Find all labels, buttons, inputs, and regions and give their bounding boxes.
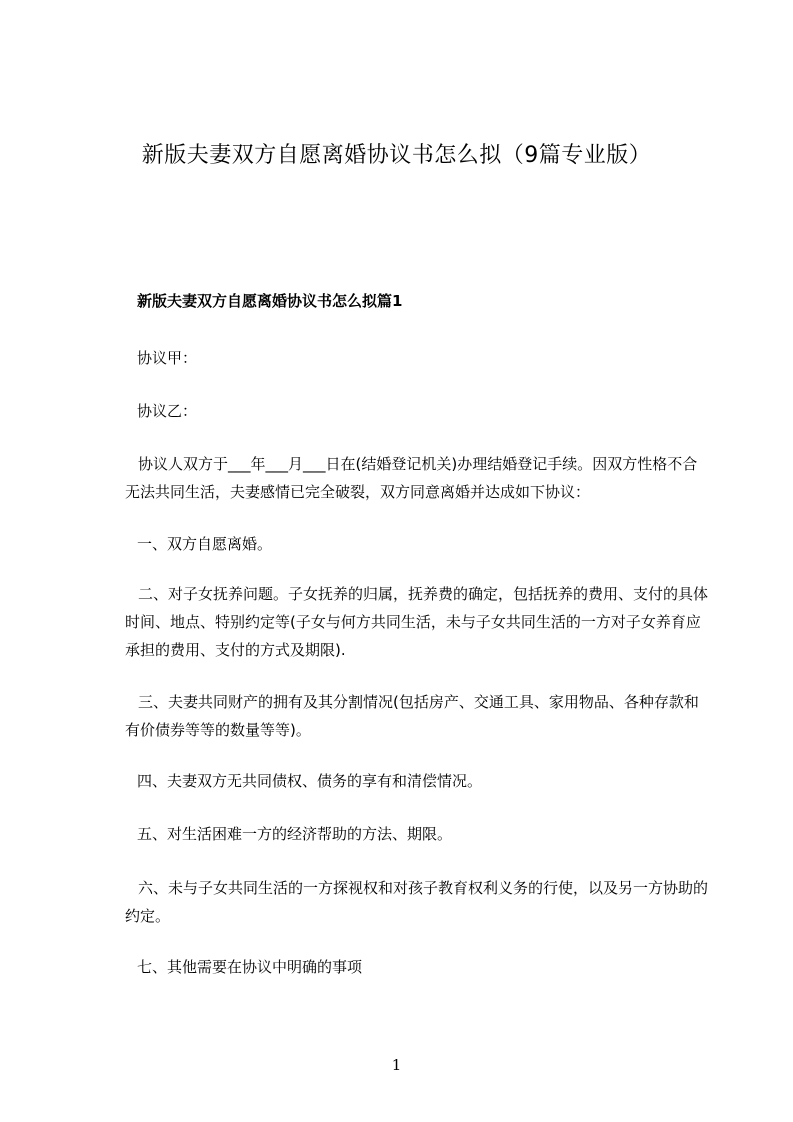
clause-4: 四、夫妻双方无共同债权、债务的享有和清偿情况。: [137, 772, 483, 790]
agreement-intro-paragraph: 协议人双方于___年___月___日在(结婚登记机关)办理结婚登记手续。因双方性格不合无法共同生活，夫妻感情已完全破裂，双方同意离婚并达成如下协议：: [125, 455, 698, 501]
clause-2: 二、对子女抚养问题。子女抚养的归属，抚养费的确定，包括抚养的费用、支付的具体时间、地点、特别约定等(子女与何方共同生活，未与子女共同生活的一方对子女养育应承担的费用、支付的方式及期限).: [125, 585, 709, 659]
clause-7: 七、其他需要在协议中明确的事项: [137, 958, 363, 976]
document-title: 新版夫妻双方自愿离婚协议书怎么拟（9篇专业版）: [141, 143, 652, 168]
party-a-line: 协议甲：: [137, 349, 198, 367]
section-heading: 新版夫妻双方自愿离婚协议书怎么拟篇1: [137, 292, 403, 310]
page-number: 1: [391, 1056, 402, 1074]
clause-6: 六、未与子女共同生活的一方探视权和对孩子教育权利义务的行使，以及另一方协助的约定。: [125, 879, 709, 925]
clause-5: 五、对生活困难一方的经济帮助的方法、期限。: [137, 825, 453, 843]
clause-1: 一、双方自愿离婚。: [137, 535, 273, 553]
clause-3: 三、夫妻共同财产的拥有及其分割情况(包括房产、交通工具、家用物品、各种存款和有价债券等等的数量等等)。: [125, 693, 699, 739]
party-b-line: 协议乙：: [137, 402, 198, 420]
